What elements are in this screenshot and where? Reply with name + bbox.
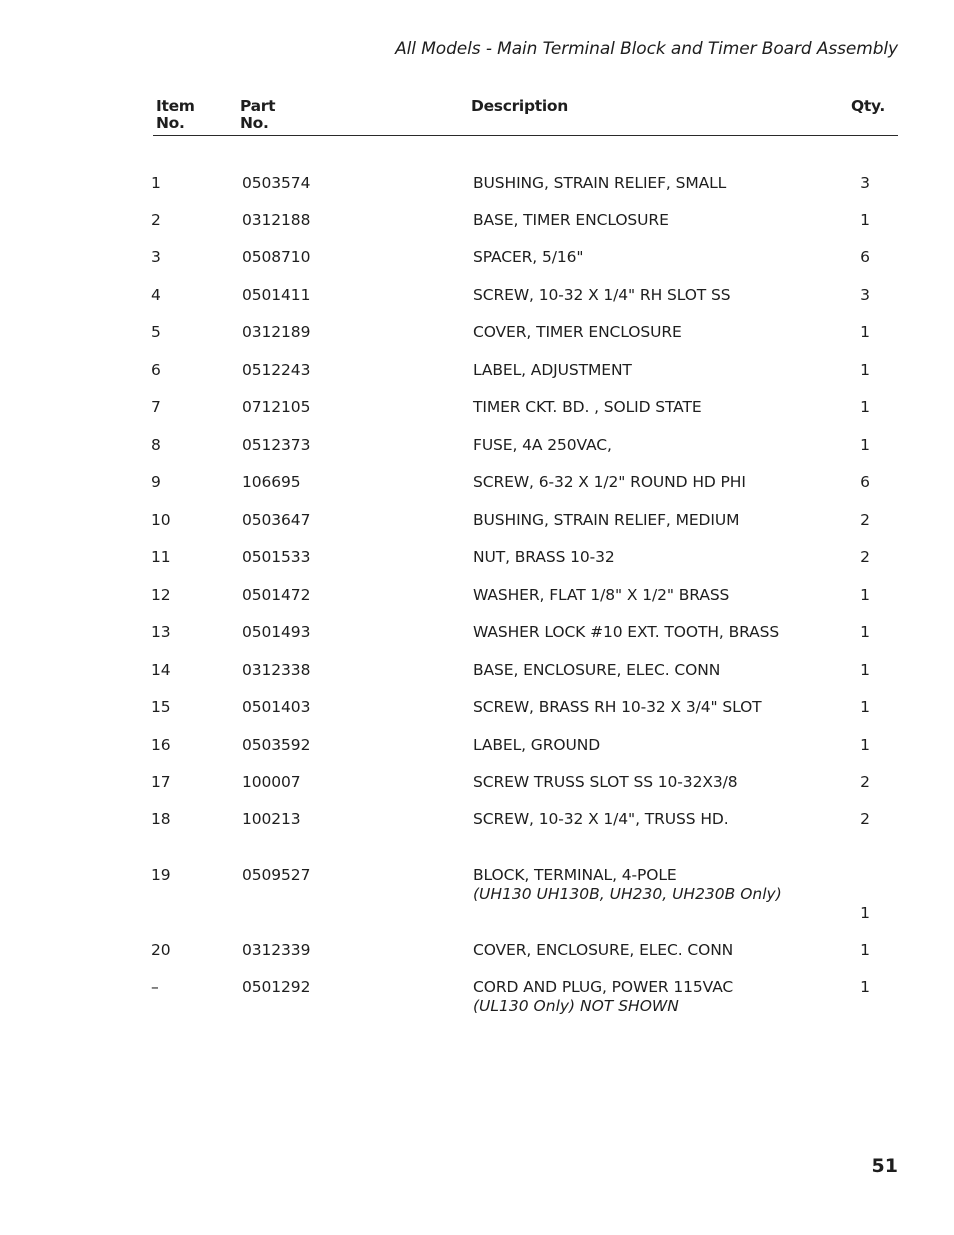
quantity: 1 xyxy=(860,941,870,959)
part-description: FUSE, 4A 250VAC, xyxy=(473,436,612,454)
quantity: 1 xyxy=(860,661,870,679)
part-description: BASE, ENCLOSURE, ELEC. CONN xyxy=(473,661,721,679)
table-row xyxy=(0,436,954,456)
part-description: CORD AND PLUG, POWER 115VAC xyxy=(473,978,734,996)
column-header-part-line1: Part xyxy=(240,97,276,115)
part-number: 106695 xyxy=(242,473,301,491)
part-description: BASE, TIMER ENCLOSURE xyxy=(473,211,669,229)
item-number: 16 xyxy=(151,736,171,754)
part-description: SCREW, BRASS RH 10-32 X 3/4" SLOT xyxy=(473,698,762,716)
quantity: 1 xyxy=(860,623,870,641)
part-description: SPACER, 5/16" xyxy=(473,248,584,266)
table-row xyxy=(0,248,954,268)
table-row xyxy=(0,773,954,793)
quantity: 2 xyxy=(860,548,870,566)
part-description: COVER, TIMER ENCLOSURE xyxy=(473,323,682,341)
page-number: 51 xyxy=(871,1155,898,1177)
item-number: 8 xyxy=(151,436,161,454)
item-number: 5 xyxy=(151,323,161,341)
quantity: 1 xyxy=(860,586,870,604)
quantity: 1 xyxy=(860,436,870,454)
part-number: 0503592 xyxy=(242,736,311,754)
part-description: BUSHING, STRAIN RELIEF, MEDIUM xyxy=(473,511,740,529)
quantity: 1 xyxy=(860,398,870,416)
part-description: SCREW TRUSS SLOT SS 10-32X3/8 xyxy=(473,773,738,791)
part-number: 0312338 xyxy=(242,661,311,679)
part-description: NUT, BRASS 10-32 xyxy=(473,548,615,566)
quantity: 2 xyxy=(860,511,870,529)
column-header-item-line1: Item xyxy=(156,97,195,115)
quantity: 3 xyxy=(860,174,870,192)
part-number: 0501493 xyxy=(242,623,311,641)
table-row xyxy=(0,978,954,1015)
table-row xyxy=(0,398,954,418)
table-row xyxy=(0,810,954,830)
item-number: 7 xyxy=(151,398,161,416)
table-row xyxy=(0,323,954,343)
part-number: 100007 xyxy=(242,773,301,791)
header-divider xyxy=(153,135,898,136)
table-row xyxy=(0,361,954,381)
item-number: 18 xyxy=(151,810,171,828)
table-row xyxy=(0,511,954,531)
column-header-part-line2: No. xyxy=(240,114,269,132)
item-number: 13 xyxy=(151,623,171,641)
part-description: WASHER, FLAT 1/8" X 1/2" BRASS xyxy=(473,586,730,604)
item-number: 3 xyxy=(151,248,161,266)
quantity: 1 xyxy=(860,904,870,922)
part-number: 0501472 xyxy=(242,586,311,604)
part-number: 0501533 xyxy=(242,548,311,566)
item-number: 1 xyxy=(151,174,161,192)
table-row xyxy=(0,174,954,194)
quantity: 1 xyxy=(860,978,870,996)
table-row xyxy=(0,286,954,306)
part-description: BLOCK, TERMINAL, 4-POLE xyxy=(473,866,677,884)
item-number: – xyxy=(151,978,159,996)
quantity: 2 xyxy=(860,773,870,791)
item-number: 14 xyxy=(151,661,171,679)
table-row xyxy=(0,661,954,681)
quantity: 1 xyxy=(860,323,870,341)
item-number: 20 xyxy=(151,941,171,959)
item-number: 19 xyxy=(151,866,171,884)
table-row xyxy=(0,698,954,718)
item-number: 9 xyxy=(151,473,161,491)
part-description: LABEL, GROUND xyxy=(473,736,601,754)
table-row xyxy=(0,473,954,493)
item-number: 15 xyxy=(151,698,171,716)
quantity: 1 xyxy=(860,361,870,379)
item-number: 4 xyxy=(151,286,161,304)
item-number: 17 xyxy=(151,773,171,791)
column-header-part xyxy=(240,98,275,132)
table-row xyxy=(0,586,954,606)
part-number: 0508710 xyxy=(242,248,311,266)
part-description: BUSHING, STRAIN RELIEF, SMALL xyxy=(473,174,727,192)
table-row xyxy=(0,941,954,961)
part-description: SCREW, 10-32 X 1/4", TRUSS HD. xyxy=(473,810,729,828)
quantity: 2 xyxy=(860,810,870,828)
table-row xyxy=(0,623,954,643)
item-number: 11 xyxy=(151,548,171,566)
column-header-qty: Qty. xyxy=(851,97,885,115)
item-number: 10 xyxy=(151,511,171,529)
part-number: 0312188 xyxy=(242,211,311,229)
quantity: 1 xyxy=(860,736,870,754)
quantity: 3 xyxy=(860,286,870,304)
table-row xyxy=(0,866,954,922)
table-row xyxy=(0,736,954,756)
part-number: 0501403 xyxy=(242,698,311,716)
item-number: 12 xyxy=(151,586,171,604)
column-header-description: Description xyxy=(471,97,568,115)
part-description: LABEL, ADJUSTMENT xyxy=(473,361,632,379)
part-note: (UL130 Only) NOT SHOWN xyxy=(473,997,679,1015)
part-number: 0312339 xyxy=(242,941,311,959)
part-number: 0501292 xyxy=(242,978,311,996)
column-header-item xyxy=(156,98,195,132)
quantity: 6 xyxy=(860,473,870,491)
column-header-item-line2: No. xyxy=(156,114,185,132)
item-number: 2 xyxy=(151,211,161,229)
part-number: 0712105 xyxy=(242,398,311,416)
table-row xyxy=(0,548,954,568)
table-row xyxy=(0,211,954,231)
part-description: TIMER CKT. BD. , SOLID STATE xyxy=(473,398,702,416)
part-number: 0501411 xyxy=(242,286,311,304)
item-number: 6 xyxy=(151,361,161,379)
part-number: 0512373 xyxy=(242,436,311,454)
part-description: COVER, ENCLOSURE, ELEC. CONN xyxy=(473,941,734,959)
quantity: 1 xyxy=(860,211,870,229)
part-description: SCREW, 6-32 X 1/2" ROUND HD PHI xyxy=(473,473,746,491)
part-number: 0312189 xyxy=(242,323,311,341)
quantity: 1 xyxy=(860,698,870,716)
part-number: 0512243 xyxy=(242,361,311,379)
part-number: 0509527 xyxy=(242,866,311,884)
quantity: 6 xyxy=(860,248,870,266)
part-note: (UH130 UH130B, UH230, UH230B Only) xyxy=(473,885,782,903)
part-description: WASHER LOCK #10 EXT. TOOTH, BRASS xyxy=(473,623,780,641)
part-number: 0503574 xyxy=(242,174,311,192)
part-number: 100213 xyxy=(242,810,301,828)
part-description: SCREW, 10-32 X 1/4" RH SLOT SS xyxy=(473,286,731,304)
part-number: 0503647 xyxy=(242,511,311,529)
page-header-title: All Models - Main Terminal Block and Timer Board Assembly xyxy=(395,39,898,59)
